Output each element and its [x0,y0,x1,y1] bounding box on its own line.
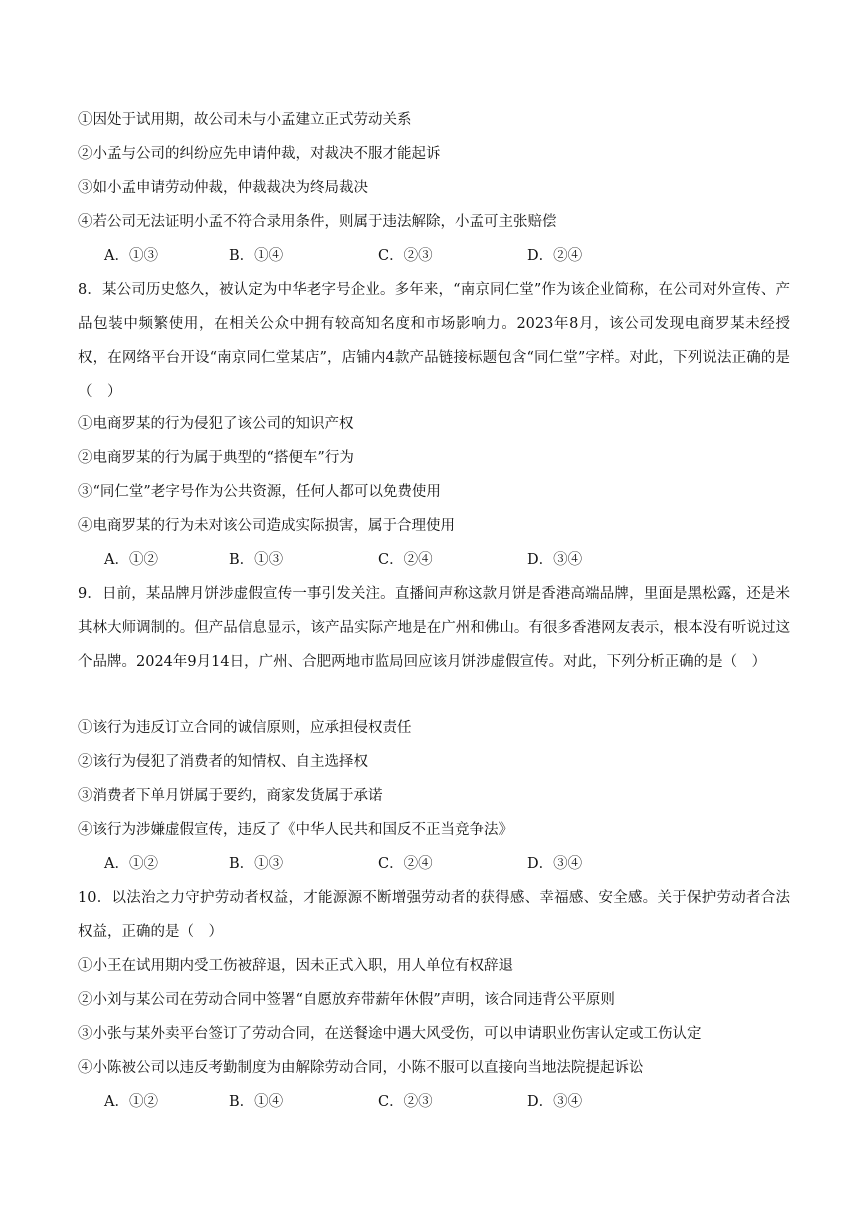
q9-option-b: B．①③ [229,856,284,872]
q8-option-c: C．②④ [378,552,433,568]
q7-option-b: B．①④ [229,248,284,264]
q8-statement-3: ③“同仁堂”老字号作为公共资源，任何人都可以免费使用 [78,484,441,500]
q10-option-d: D．③④ [527,1094,583,1110]
q7-option-d: D．②④ [527,248,583,264]
q10-statement-1: ①小王在试用期内受工伤被辞退，因未正式入职，用人单位有权辞退 [78,958,513,974]
q7-statement-3: ③如小孟申请劳动仲裁，仲裁裁决为终局裁决 [78,180,368,196]
q8-stem: 8．某公司历史悠久，被认定为中华老字号企业。多年来，“南京同仁堂”作为该企业简称，在公司对外宣传、产品包装中频繁使用，在相关公众中拥有较高知名度和市场影响力。2023年8月，该公司发现电商罗某未经授权，在网络平台开设“南京同仁堂某店”，店铺内4款产品链接标题包含“同仁堂”字样。对此，下列说法正确的是（ ） [78,282,790,400]
q9-option-a: A．①② [104,856,158,872]
q8-statement-1: ①电商罗某的行为侵犯了该公司的知识产权 [78,416,354,432]
q10-option-b: B．①④ [229,1094,284,1110]
q8-option-b: B．①③ [229,552,284,568]
q7-statement-2: ②小孟与公司的纠纷应先申请仲裁，对裁决不服才能起诉 [78,146,441,162]
q9-statement-3: ③消费者下单月饼属于要约，商家发货属于承诺 [78,788,383,804]
q7-statement-1: ①因处于试用期，故公司未与小孟建立正式劳动关系 [78,112,412,128]
q9-stem: 9．日前，某品牌月饼涉虚假宣传一事引发关注。直播间声称这款月饼是香港高端品牌，里面是黑松露，还是米其林大师调制的。但产品信息显示，该产品实际产地是在广州和佛山。有很多香港网友表示，根本没有听说过这个品牌。2024年9月14日，广州、合肥两地市监局回应该月饼涉虚假宣传。对此，下列分析正确的是（ ） [78,586,790,670]
q8-statement-4: ④电商罗某的行为未对该公司造成实际损害，属于合理使用 [78,518,455,534]
q9-statement-2: ②该行为侵犯了消费者的知情权、自主选择权 [78,754,368,770]
q10-statement-3: ③小张与某外卖平台签订了劳动合同，在送餐途中遇大风受伤，可以申请职业伤害认定或工伤认定 [78,1026,702,1042]
q8-option-a: A．①② [104,552,158,568]
q8-option-d: D．③④ [527,552,583,568]
q10-option-c: C．②③ [378,1094,433,1110]
q7-option-a: A．①③ [104,248,158,264]
q9-statement-4: ④该行为涉嫌虚假宣传，违反了《中华人民共和国反不正当竞争法》 [78,822,513,838]
q10-statement-2: ②小刘与某公司在劳动合同中签署“自愿放弃带薪年休假”声明，该合同违背公平原则 [78,992,615,1008]
q10-statement-4: ④小陈被公司以违反考勤制度为由解除劳动合同，小陈不服可以直接向当地法院提起诉讼 [78,1060,644,1076]
q9-statement-1: ①该行为违反订立合同的诚信原则，应承担侵权责任 [78,720,412,736]
q8-statement-2: ②电商罗某的行为属于典型的“搭便车”行为 [78,450,354,466]
q10-option-a: A．①② [104,1094,158,1110]
q7-statement-4: ④若公司无法证明小孟不符合录用条件，则属于违法解除，小孟可主张赔偿 [78,214,557,230]
q7-option-c: C．②③ [378,248,433,264]
q9-option-d: D．③④ [527,856,583,872]
q9-option-c: C．②④ [378,856,433,872]
q10-stem: 10．以法治之力守护劳动者权益，才能源源不断增强劳动者的获得感、幸福感、安全感。关于保护劳动者合法权益，正确的是（ ） [78,890,790,940]
